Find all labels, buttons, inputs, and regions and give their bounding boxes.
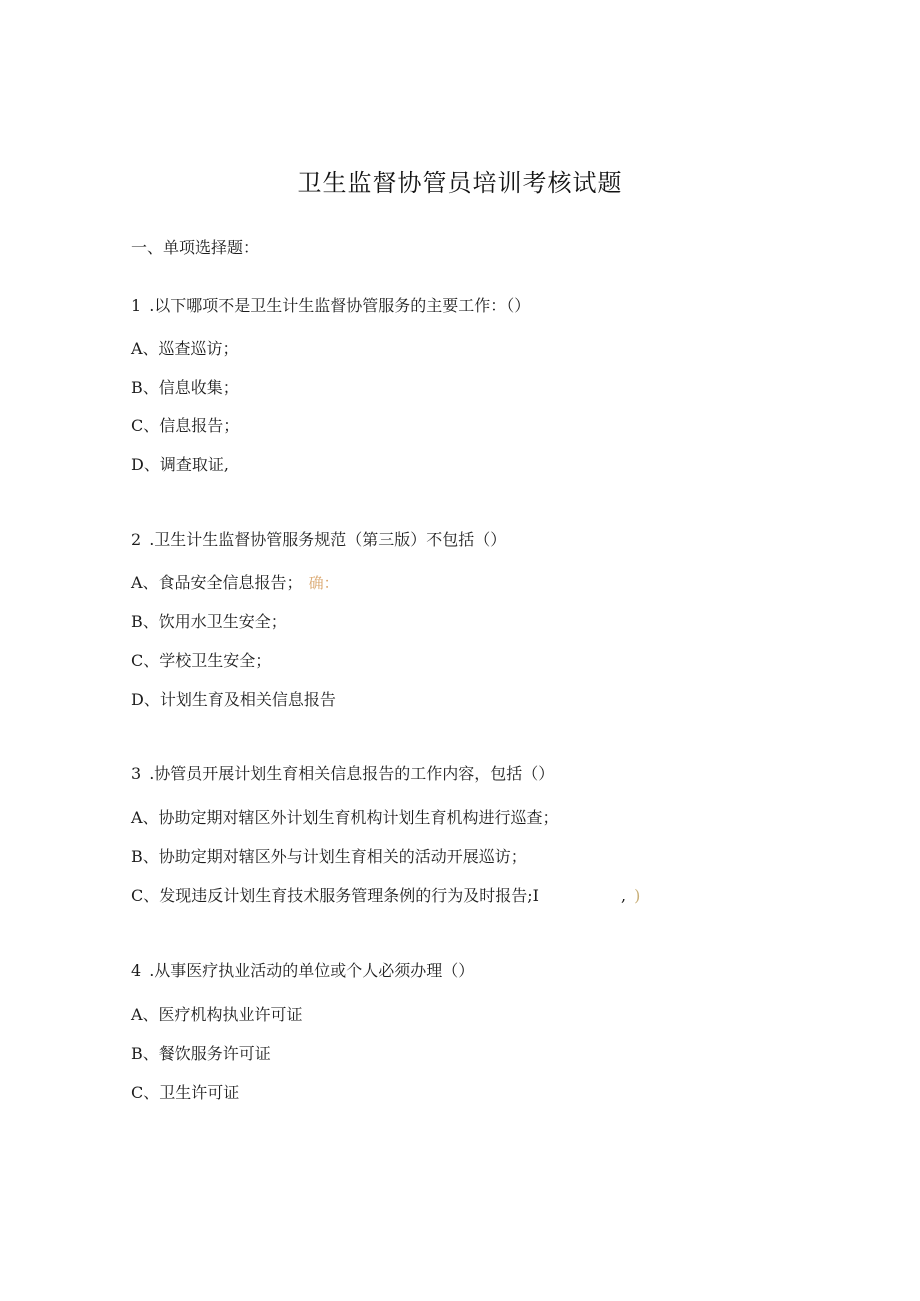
question-number: 2 [131, 530, 142, 549]
option-3c [131, 886, 640, 906]
question-text: .以下哪项不是卫生计生监督协管服务的主要工作：（） [149, 296, 531, 315]
option-text: A、食品安全信息报告； [131, 573, 303, 592]
question-number: 3 [131, 764, 142, 783]
option-2b: B、饮用水卫生安全； [131, 612, 287, 631]
section-heading: 一、单项选择题： [131, 238, 260, 257]
option-1d: D、调查取证, [131, 455, 229, 474]
option-4b: B、餐饮服务许可证 [131, 1044, 271, 1063]
option-4a: A、医疗机构执业许可证 [131, 1005, 303, 1024]
question-number: 1 [131, 296, 142, 315]
option-1c: C、信息报告； [131, 416, 240, 435]
option-1a: A、巡查巡访； [131, 339, 239, 358]
option-3b: B、协助定期对辖区外与计划生育相关的活动开展巡访； [131, 847, 527, 866]
option-text: C、发现违反计划生育技术服务管理条例的行为及时报告;I [131, 886, 539, 905]
page-title: 卫生监督协管员培训考核试题 [297, 169, 623, 197]
option-1b: B、信息收集； [131, 378, 239, 397]
trailing-comma: , [620, 886, 627, 905]
trailing-paren: ) [634, 886, 641, 905]
question-text: .从事医疗执业活动的单位或个人必须办理（） [149, 961, 475, 980]
option-2a [131, 573, 339, 593]
question-text: .卫生计生监督协管服务规范（第三版）不包括（） [149, 530, 507, 549]
option-2c: C、学校卫生安全； [131, 651, 272, 670]
handwritten-annotation: 确： [308, 574, 339, 592]
question-1 [131, 296, 530, 316]
question-number: 4 [131, 961, 142, 980]
option-4c: C、卫生许可证 [131, 1083, 240, 1102]
question-2 [131, 530, 506, 550]
question-4 [131, 961, 474, 981]
question-text: .协管员开展计划生育相关信息报告的工作内容，包括（） [149, 764, 555, 783]
option-3a: A、协助定期对辖区外计划生育机构计划生育机构进行巡查； [131, 808, 559, 827]
question-3 [131, 764, 554, 784]
option-2d: D、计划生育及相关信息报告 [131, 690, 336, 709]
